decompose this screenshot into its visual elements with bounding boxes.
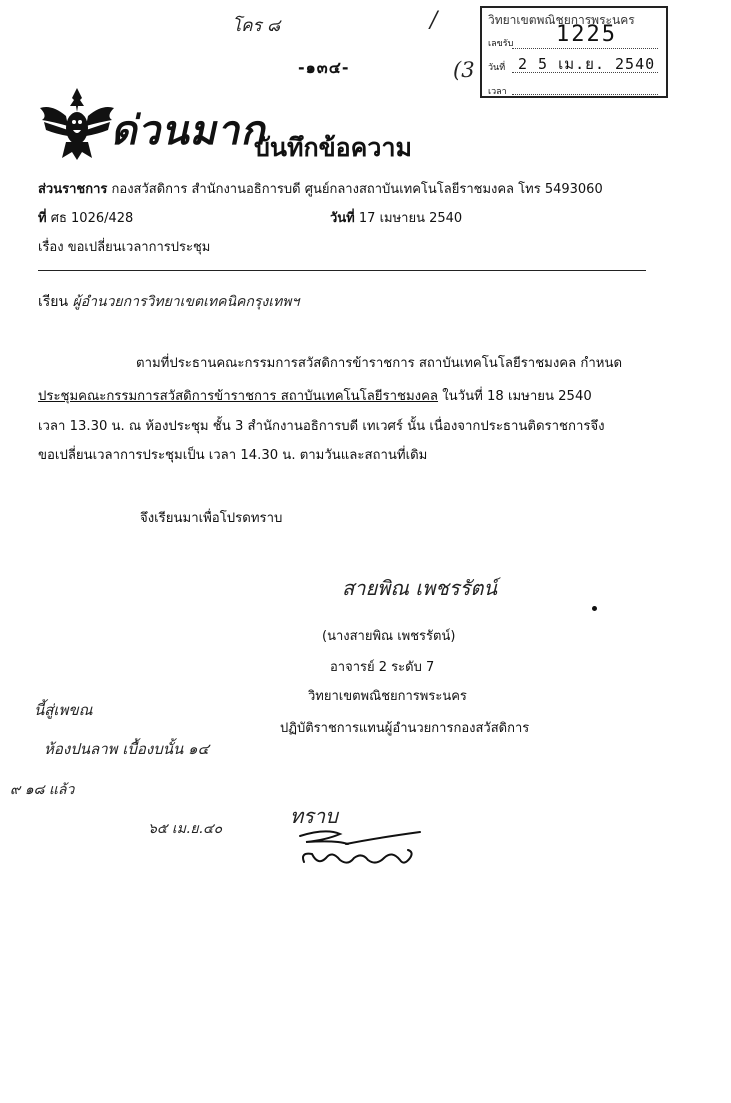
garuda-emblem-icon <box>38 86 116 166</box>
document-number-value: ศธ 1026/428 <box>50 211 134 226</box>
body-line-2 <box>38 385 592 406</box>
salutation-value: ผู้อำนวยการวิทยาเขตเทคนิคกรุงเทพฯ <box>72 294 300 310</box>
body-line-3: เวลา 13.30 น. ณ ห้องประชุม ชั้น 3 สำนักงานอธิการบดี เทเวศร์ นั้น เนื่องจากประธานติดราชการจึง <box>38 419 605 434</box>
agency-value: กองสวัสดิการ สำนักงานอธิการบดี ศูนย์กลางสถาบันเทคโนโลยีราชมงคล โทร 5493060 <box>111 182 603 197</box>
body-line-2-underlined: ประชุมคณะกรรมการสวัสดิการข้าราชการ สถาบันเทคโนโลยีราชมงคล <box>38 389 439 404</box>
handwritten-note-3: ๙ ๑๘ แล้ว <box>10 782 75 798</box>
handwritten-date-note: ๖๕ เม.ย.๔๐ <box>148 821 223 837</box>
header-divider <box>38 270 646 271</box>
sender-signature: สายพิณ เพชรรัตน์ <box>342 576 497 600</box>
stamp-number: 1225 <box>556 22 617 47</box>
document-type-title: บันทึกข้อความ <box>254 133 412 162</box>
document-date-label: วันที่ <box>330 211 355 226</box>
document-date-row <box>330 207 462 228</box>
signer-organization: วิทยาเขตพณิชยการพระนคร <box>308 689 467 704</box>
subject-row <box>38 236 210 257</box>
page-number: -๑๓๔- <box>298 58 350 77</box>
acknowledgement-signature <box>296 822 436 886</box>
signer-name: (นางสายพิณ เพชรรัตน์) <box>322 629 456 644</box>
handwritten-circle-number: (3 <box>453 58 475 82</box>
body-line-2-rest: ในวันที่ 18 เมษายน 2540 <box>438 389 592 404</box>
document-date-value: 17 เมษายน 2540 <box>358 211 463 226</box>
stamp-time-label: เวลา <box>488 87 507 97</box>
stamp-title: วิทยาเขตพณิชยการพระนคร <box>488 13 635 27</box>
agency-label: ส่วนราชการ <box>38 182 108 197</box>
body-line-1: ตามที่ประธานคณะกรรมการสวัสดิการข้าราชการ สถาบันเทคโนโลยีราชมงคล กำหนด <box>136 356 623 371</box>
signer-position: อาจารย์ 2 ระดับ 7 <box>330 660 435 675</box>
stamp-date-label: วันที่ <box>488 63 506 73</box>
handwritten-note-1: นี้สู่เพขณ <box>34 701 93 719</box>
subject-value: ขอเปลี่ยนเวลาการประชุม <box>67 240 211 255</box>
acknowledged-note: ทราบ <box>290 804 338 828</box>
salutation-row <box>38 291 299 313</box>
agency-row <box>38 178 603 199</box>
salutation-label: เรียน <box>38 294 69 310</box>
body-line-4: ขอเปลี่ยนเวลาการประชุมเป็น เวลา 14.30 น. ตามวันและสถานที่เดิม <box>38 448 428 463</box>
receipt-stamp <box>480 6 668 98</box>
document-number-row <box>38 207 133 228</box>
stamp-date: 2 5 เม.ย. 2540 <box>518 55 656 73</box>
closing-line: จึงเรียนมาเพื่อโปรดทราบ <box>140 511 283 526</box>
signer-acting-for: ปฏิบัติราชการแทนผู้อำนวยการกองสวัสดิการ <box>280 721 530 736</box>
handwritten-slash: / <box>430 8 438 33</box>
ink-dot <box>592 606 597 611</box>
subject-label: เรื่อง <box>38 240 64 255</box>
document-number-label: ที่ <box>38 211 47 226</box>
handwritten-note-2: ห้องปนลาพ เบื้องบนั้น ๑๔ <box>44 740 209 758</box>
handwritten-top-note: โคร ๘ <box>232 16 281 36</box>
urgency-stamp: ด่วนมาก <box>108 108 274 154</box>
stamp-number-label: เลขรับ <box>488 39 514 49</box>
